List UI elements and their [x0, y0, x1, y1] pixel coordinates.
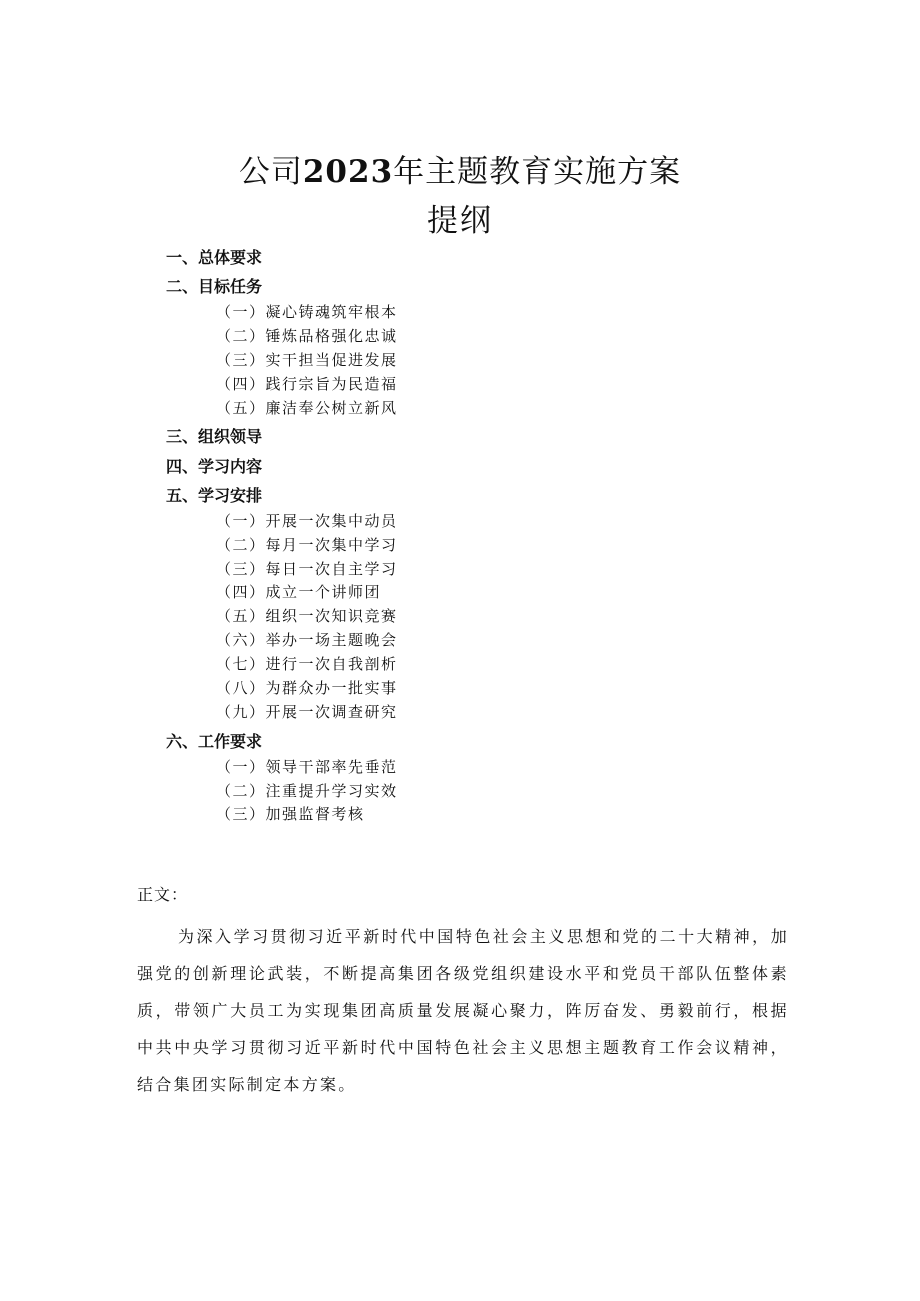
title-suffix: 年主题教育实施方案: [393, 154, 682, 190]
outline-section: 三、组织领导: [166, 427, 263, 446]
outline-item: （一）开展一次集中动员: [216, 512, 398, 530]
title-prefix: 公司: [238, 154, 303, 190]
outline-section: 五、学习安排: [166, 486, 263, 505]
outline-item: （三）加强监督考核: [216, 805, 365, 823]
outline-item: （四）践行宗旨为民造福: [216, 375, 398, 393]
outline-item: （八）为群众办一批实事: [216, 679, 398, 697]
document-title: [0, 146, 920, 191]
document-subtitle: 提纲: [427, 203, 493, 239]
outline-section: 二、目标任务: [166, 277, 263, 296]
outline-item: （五）廉洁奉公树立新风: [216, 399, 398, 417]
outline-item: （二）注重提升学习实效: [216, 782, 398, 800]
outline-section: 一、总体要求: [166, 248, 263, 267]
outline-item: （四）成立一个讲师团: [216, 583, 382, 601]
outline-item: （九）开展一次调查研究: [216, 703, 398, 721]
outline-item: （二）每月一次集中学习: [216, 536, 398, 554]
outline-item: （七）进行一次自我剖析: [216, 655, 398, 673]
outline-section: 四、学习内容: [166, 457, 263, 476]
outline-item: （一）领导干部率先垂范: [216, 758, 398, 776]
outline-item: （六）举办一场主题晚会: [216, 631, 398, 649]
outline-item: （三）每日一次自主学习: [216, 560, 398, 578]
outline-item: （二）锤炼品格强化忠诚: [216, 327, 398, 345]
body-paragraph: 为深入学习贯彻习近平新时代中国特色社会主义思想和党的二十大精神，加强党的创新理论武装，不断提高集团各级党组织建设水平和党员干部队伍整体素质，带领广大员工为实现集团高质量发展凝心聚力，阵厉奋发、勇毅前行，根据中共中央学习贯彻习近平新时代中国特色社会主义思想主题教育工作会议精神，结合集团实际制定本方案。: [137, 927, 789, 1094]
outline-item: （三）实干担当促进发展: [216, 351, 398, 369]
body-label: 正文：: [137, 885, 189, 904]
outline-section: 六、工作要求: [166, 732, 263, 751]
outline-item: （五）组织一次知识竞赛: [216, 607, 398, 625]
outline-item: （一）凝心铸魂筑牢根本: [216, 303, 398, 321]
title-year: 2023: [302, 154, 394, 190]
